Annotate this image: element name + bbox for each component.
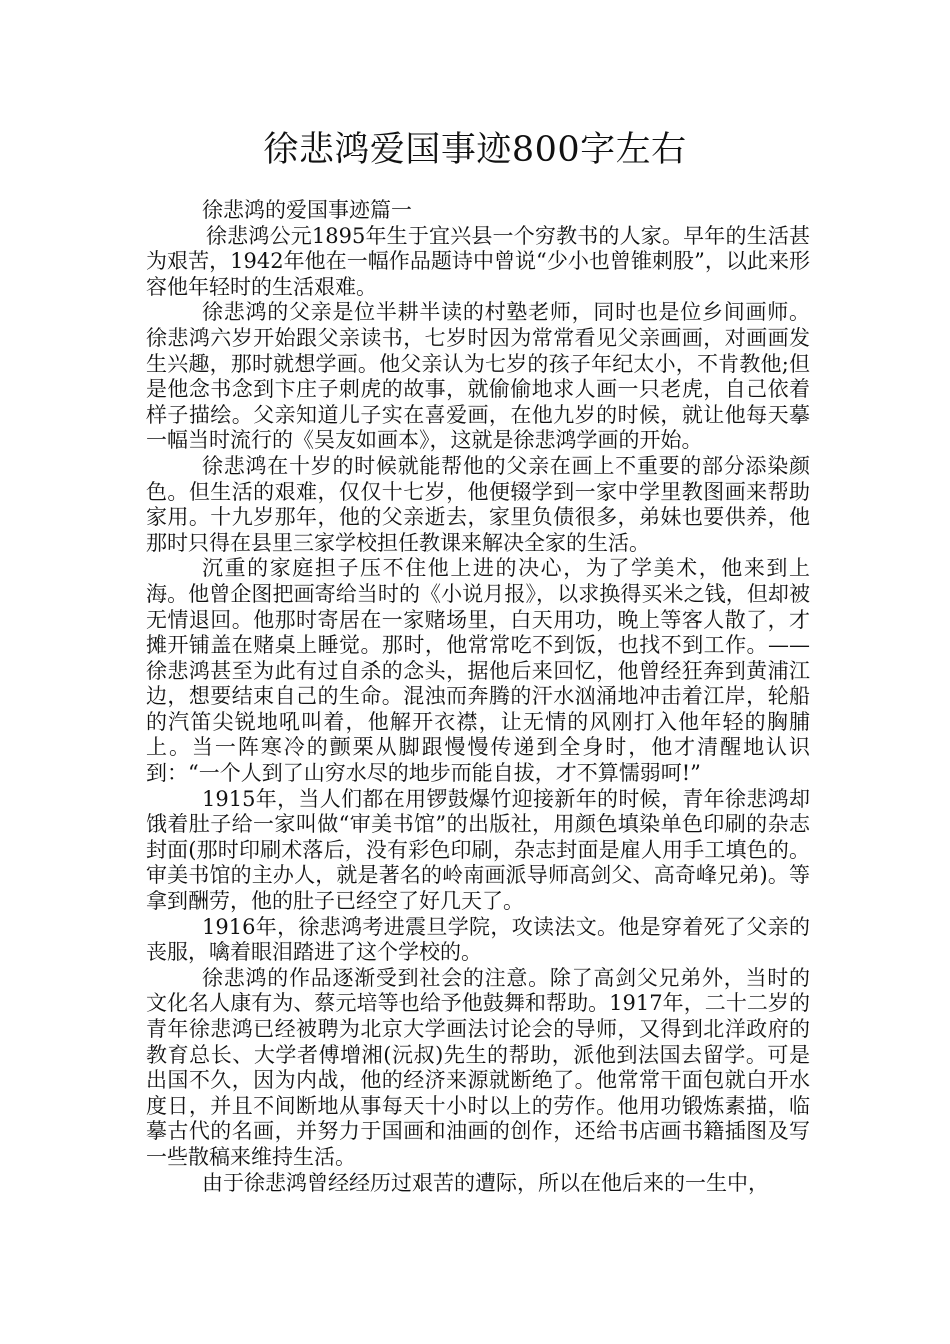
document-body — [146, 198, 810, 1196]
paragraph: 1916年，徐悲鸿考进震旦学院，攻读法文。他是穿着死了父亲的丧服，噙着眼泪踏进了这个学校的。 — [146, 914, 810, 965]
paragraph: 徐悲鸿在十岁的时候就能帮他的父亲在画上不重要的部分添染颜色。但生活的艰难，仅仅十七岁，他便辍学到一家中学里教图画来帮助家用。十九岁那年，他的父亲逝去，家里负债很多，弟妹也要供养，他那时只得在县里三家学校担任教课来解决全家的生活。 — [146, 453, 810, 555]
document-title: 徐悲鸿爱国事迹800字左右 — [263, 130, 687, 170]
section-heading: 徐悲鸿的爱国事迹篇一 — [202, 198, 412, 222]
paragraph: 徐悲鸿公元1895年生于宜兴县一个穷教书的人家。早年的生活甚为艰苦，1942年他在一幅作品题诗中曾说“少小也曾锥刺股”，以此来形容他年轻时的生活艰难。 — [146, 223, 810, 299]
paragraph: 1915年，当人们都在用锣鼓爆竹迎接新年的时候，青年徐悲鸿却饿着肚子给一家叫做“审美书馆”的出版社，用颜色填染单色印刷的杂志封面(那时印刷术落后，没有彩色印刷，杂志封面是雇人用手工填色的。审美书馆的主办人，就是著名的岭南画派导师高剑父、高奇峰兄弟)。等拿到酬劳，他的肚子已经空了好几天了。 — [146, 786, 810, 914]
paragraph: 徐悲鸿的作品逐渐受到社会的注意。除了高剑父兄弟外，当时的文化名人康有为、蔡元培等也给予他鼓舞和帮助。1917年，二十二岁的青年徐悲鸿已经被聘为北京大学画法讨论会的导师，又得到北洋政府的教育总长、大学者傅增湘(沅叔)先生的帮助，派他到法国去留学。可是出国不久，因为内战，他的经济来源就断绝了。他常常干面包就白开水度日，并且不间断地从事每天十小时以上的劳作。他用功锻炼素描，临摹古代的名画，并努力于国画和油画的创作，还给书店画书籍插图及写一些散稿来维持生活。 — [146, 965, 810, 1169]
paragraph: 由于徐悲鸿曾经经历过艰苦的遭际，所以在他后来的一生中， — [202, 1170, 769, 1195]
paragraph: 徐悲鸿的父亲是位半耕半读的村塾老师，同时也是位乡间画师。徐悲鸿六岁开始跟父亲读书，七岁时因为常常看见父亲画画，对画画发生兴趣，那时就想学画。他父亲认为七岁的孩子年纪太小，不肯教他;但是他念书念到卞庄子刺虎的故事，就偷偷地求人画一只老虎，自己依着样子描绘。父亲知道儿子实在喜爱画，在他九岁的时候，就让他每天摹一幅当时流行的《吴友如画本》，这就是徐悲鸿学画的开始。 — [146, 300, 810, 453]
paragraph: 沉重的家庭担子压不住他上进的决心，为了学美术，他来到上海。他曾企图把画寄给当时的《小说月报》，以求换得买米之钱，但却被无情退回。他那时寄居在一家赌场里，白天用功，晚上等客人散了，才摊开铺盖在赌桌上睡觉。那时，他常常吃不到饭，也找不到工作。——徐悲鸿甚至为此有过自杀的念头，据他后来回忆，他曾经狂奔到黄浦江边，想要结束自己的生命。混浊而奔腾的汗水汹涌地冲击着江岸，轮船的汽笛尖锐地吼叫着，他解开衣襟，让无情的风刚打入他年轻的胸脯上。当一阵寒冷的颤栗从脚跟慢慢传递到全身时，他才清醒地认识到：“一个人到了山穷水尽的地步而能自拔，才不算懦弱呵!” — [146, 556, 810, 786]
